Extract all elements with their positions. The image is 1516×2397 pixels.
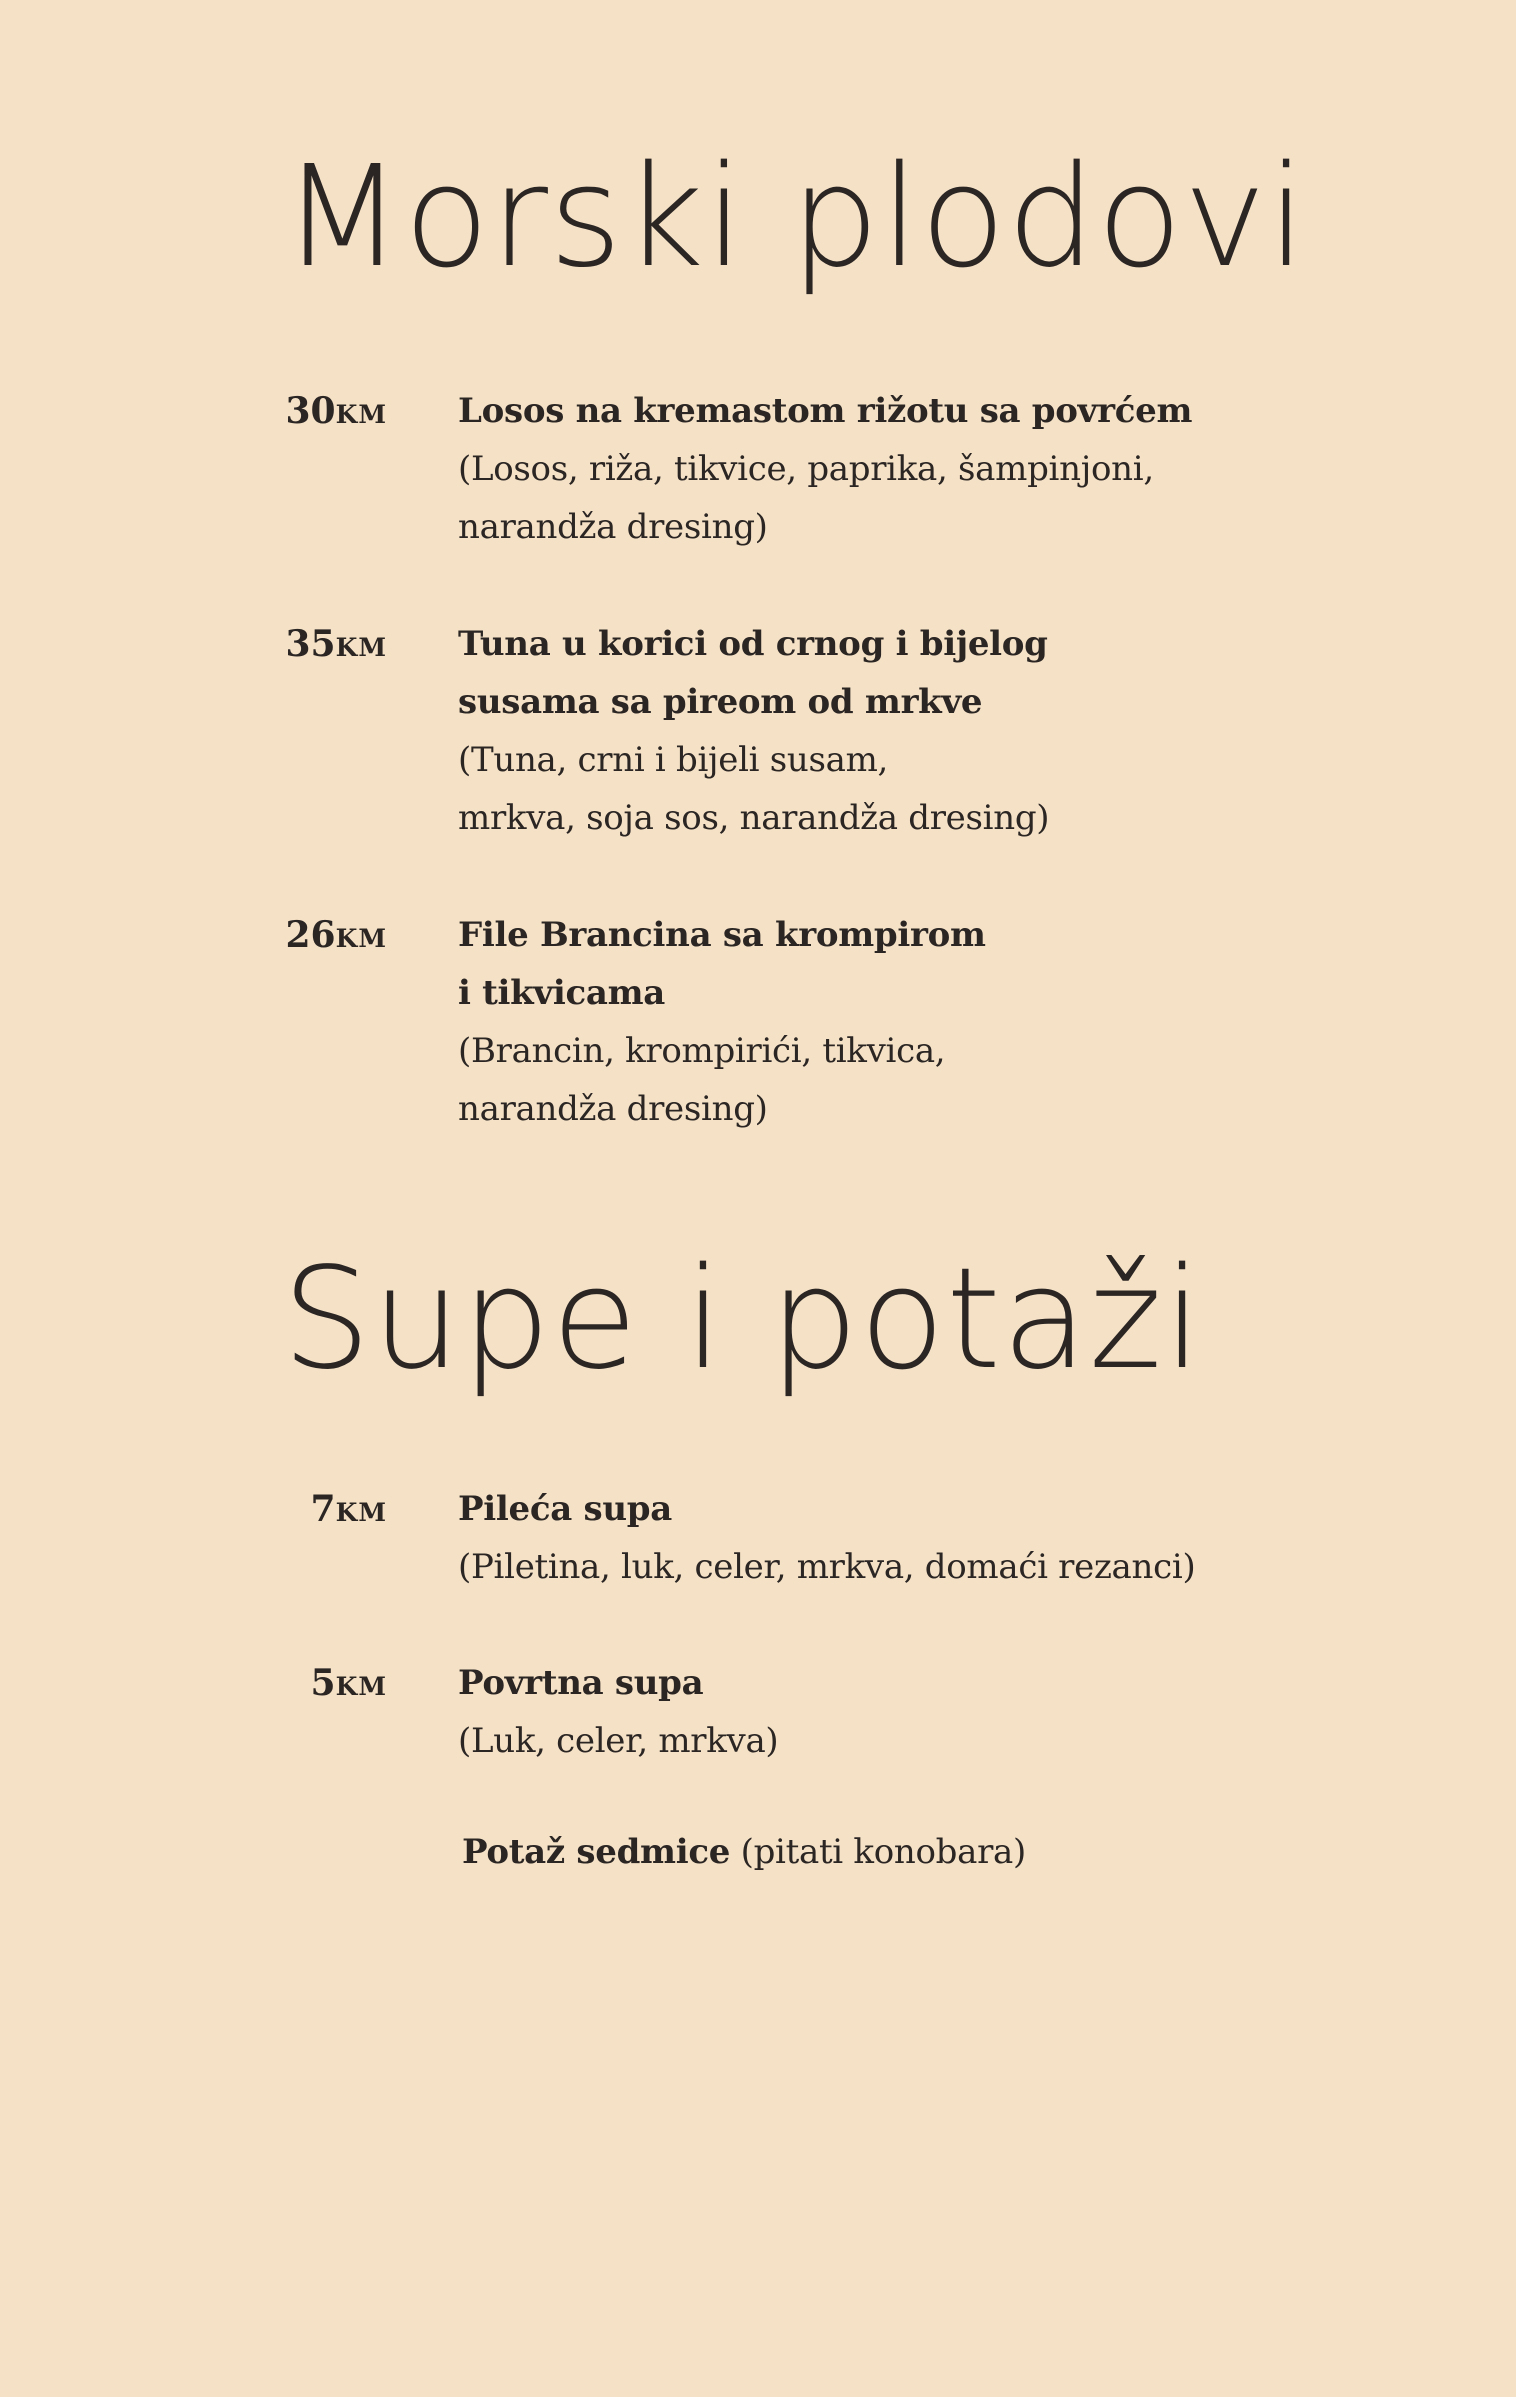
price-currency: KM (335, 1672, 387, 1701)
price-value: 35 (285, 623, 336, 665)
item-description (458, 615, 1278, 847)
item-description (458, 1654, 1278, 1770)
item-name: Tuna u korici od crnog i bijelog (458, 624, 1048, 664)
item-description (458, 382, 1278, 556)
item-ingredients: narandža dresing) (458, 507, 768, 547)
item-name: Povrtna supa (458, 1663, 704, 1703)
item-ingredients: (Losos, riža, tikvice, paprika, šampinjoni, (458, 449, 1154, 489)
item-price (311, 1654, 387, 1716)
item-ingredients: (Luk, celer, mrkva) (458, 1721, 779, 1761)
item-name: Pileća supa (458, 1489, 672, 1529)
price-currency: KM (335, 1498, 387, 1527)
item-name: File Brancina sa krompirom (458, 915, 986, 955)
section-title-morski-plodovi: Morski plodovi (282, 136, 1308, 299)
item-ingredients: (Tuna, crni i bijeli susam, (458, 740, 889, 780)
weekly-potaz-note: (pitati konobara) (740, 1832, 1026, 1872)
price-value: 26 (285, 914, 336, 956)
item-price (285, 615, 387, 677)
item-price (311, 1480, 387, 1542)
item-price (285, 906, 387, 968)
item-ingredients: mrkva, soja sos, narandža dresing) (458, 798, 1050, 838)
price-value: 30 (285, 390, 336, 432)
item-ingredients: (Brancin, krompirići, tikvica, (458, 1031, 946, 1071)
item-description (458, 1480, 1278, 1596)
weekly-potaz (462, 1823, 1026, 1881)
price-currency: KM (335, 924, 387, 953)
price-value: 7 (310, 1488, 336, 1530)
item-name: Losos na kremastom rižotu sa povrćem (458, 391, 1193, 431)
price-currency: KM (335, 633, 387, 662)
weekly-potaz-name: Potaž sedmice (462, 1832, 731, 1872)
item-name: susama sa pireom od mrkve (458, 682, 983, 722)
item-price (285, 382, 387, 444)
item-ingredients: (Piletina, luk, celer, mrkva, domaći rezanci) (458, 1547, 1196, 1587)
item-ingredients: narandža dresing) (458, 1089, 768, 1129)
item-name: i tikvicama (458, 973, 666, 1013)
price-value: 5 (310, 1662, 336, 1704)
price-currency: KM (335, 400, 387, 429)
item-description (458, 906, 1278, 1138)
section-title-supe-i-potazi: Supe i potaži (282, 1238, 1204, 1401)
